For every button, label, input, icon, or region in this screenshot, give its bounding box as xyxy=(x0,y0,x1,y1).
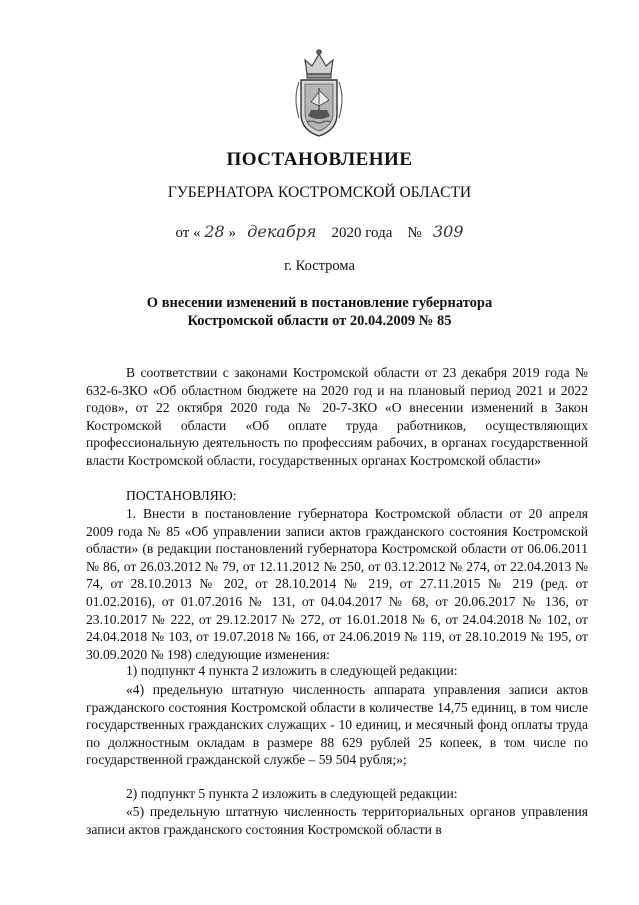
heading-line-2: Костромской области от 20.04.2009 № 85 xyxy=(187,313,452,329)
city-line: г. Кострома xyxy=(284,258,355,274)
quoted-subparagraph-4: «4) предельную штатную численность аппарата управления записи актов гражданского состояния Костромской области в количестве 14,75 единиц, в том числе государственных гражданских служащих - 10 единиц, и месячный фонд оплаты труда по должностным окладам в размере 88 629 рублей 25 копеек, в том числе по государственной гражданской службе – 59 504 рубля;»; xyxy=(86,682,588,768)
subitem-1-paragraph: 1) подпункт 4 пункта 2 изложить в следующей редакции: xyxy=(126,663,458,678)
quoted-subparagraph-5: «5) предельную штатную численность территориальных органов управления записи актов гражданского состояния Костромской области в xyxy=(86,804,588,837)
subitem-2-paragraph: 2) подпункт 5 пункта 2 изложить в следующей редакции: xyxy=(126,786,458,801)
document-number: 309 xyxy=(432,222,464,241)
date-line xyxy=(0,222,639,242)
date-year: 2020 года xyxy=(331,225,393,241)
document-title: ПОСТАНОВЛЕНИЕ xyxy=(226,149,413,170)
preamble-paragraph: В соответствии с законами Костромской области от 23 декабря 2019 года № 632-6-ЗКО «Об областном бюджете на 2020 год и на плановый период 2021 и 2022 годов», от 22 октября 2020 года № 20-7-ЗКО «О внесении изменений в Закон Костромской области «Об оплате труда работников, осуществляющих профессиональную деятельность по профессиям рабочих, в органах государственной власти Костромской области, государственных органах Костромской области» xyxy=(86,365,588,468)
heading-line-1: О внесении изменений в постановление губернатора xyxy=(146,295,493,311)
coat-of-arms-icon xyxy=(293,48,345,140)
date-day: 28 xyxy=(204,222,225,241)
item-1-paragraph: 1. Внести в постановление губернатора Костромской области от 20 апреля 2009 года № 85 «Об управлении записи актов гражданского состояния Костромской области» (в редакции постановлений губернатора Костромской области от 06.06.2011 № 86, от 26.03.2012 № 79, от 12.11.2012 № 250, от 03.12.2012 № 274, от 22.04.2013 № 74, от 28.10.2013 № 202, от 28.10.2014 № 219, от 27.11.2015 № 219 (ред. от 01.02.2016), от 01.07.2016 № 131, от 04.04.2017 № 68, от 20.06.2017 № 136, от 23.10.2017 № 222, от 29.12.2017 № 272, от 16.01.2018 № 6, от 24.04.2018 № 102, от 24.04.2018 № 103, от 19.07.2018 № 166, от 24.06.2019 № 119, от 28.10.2019 № 195, от 30.09.2020 № 198) следующие изменения: xyxy=(86,506,588,662)
resolve-word: ПОСТАНОВЛЯЮ: xyxy=(126,488,237,503)
date-month: декабря xyxy=(247,222,317,241)
date-quote-close: » xyxy=(228,225,236,241)
number-label: № xyxy=(407,225,422,241)
date-prefix: от « xyxy=(175,225,201,241)
document-heading xyxy=(0,294,639,330)
document-issuer: ГУБЕРНАТОРА КОСТРОМСКОЙ ОБЛАСТИ xyxy=(167,184,472,201)
